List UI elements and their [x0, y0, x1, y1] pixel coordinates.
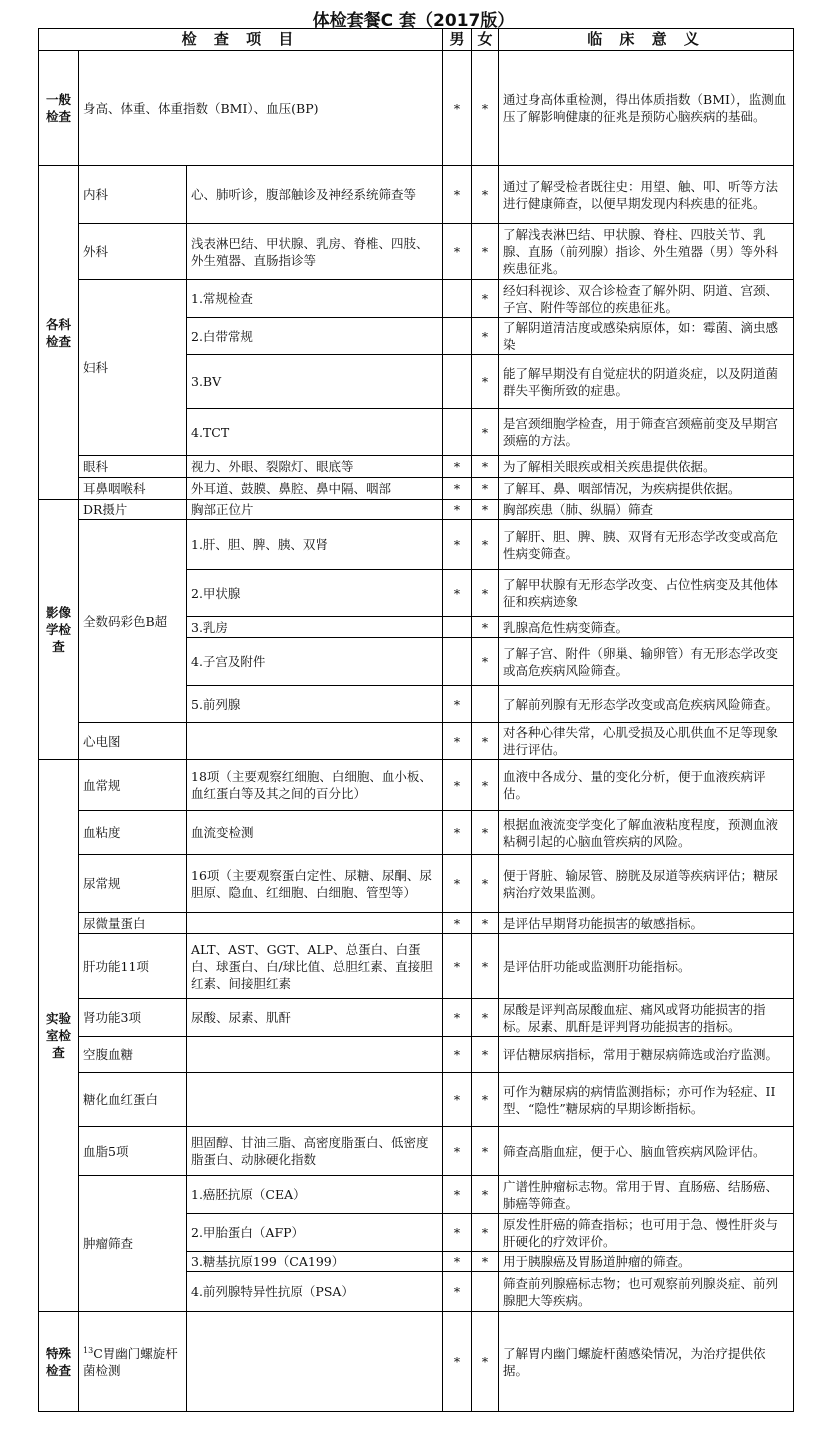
- table-row: [39, 1176, 794, 1214]
- table-row: [39, 166, 794, 224]
- item-desc: [187, 1312, 443, 1412]
- item-desc: 3.BV: [187, 355, 443, 409]
- table-row: [39, 934, 794, 999]
- item-desc: ALT、AST、GGT、ALP、总蛋白、白蛋白、球蛋白、白/球比值、总胆红素、直接胆红素、间接胆红素: [187, 934, 443, 999]
- header-female: 女: [472, 29, 499, 51]
- table-row: [39, 1127, 794, 1176]
- category-lab: 实验室检查: [39, 760, 79, 1312]
- male-mark: *: [443, 456, 472, 478]
- item-meaning: 乳腺高危性病变筛查。: [499, 617, 794, 638]
- table-row: [39, 520, 794, 570]
- table-row: [39, 224, 794, 280]
- male-mark: *: [443, 478, 472, 500]
- table-row: [39, 760, 794, 811]
- female-mark: *: [472, 570, 499, 617]
- item-name: 血脂5项: [79, 1127, 187, 1176]
- item-desc: 4.子宫及附件: [187, 638, 443, 686]
- table-row: [39, 478, 794, 500]
- item-name: DR摄片: [79, 500, 187, 520]
- item-desc: 血流变检测: [187, 811, 443, 855]
- male-mark: *: [443, 934, 472, 999]
- item-meaning: 是评估肝功能或监测肝功能指标。: [499, 934, 794, 999]
- item-meaning: 用于胰腺癌及胃肠道肿瘤的筛查。: [499, 1252, 794, 1272]
- item-desc: 外耳道、鼓膜、鼻腔、鼻中隔、咽部: [187, 478, 443, 500]
- male-mark: *: [443, 760, 472, 811]
- male-mark: *: [443, 1252, 472, 1272]
- item-meaning: 为了解相关眼疾或相关疾患提供依据。: [499, 456, 794, 478]
- item-meaning: 能了解早期没有自觉症状的阴道炎症，以及阴道菌群失平衡所致的症患。: [499, 355, 794, 409]
- item-name: 肾功能3项: [79, 999, 187, 1037]
- category-specialty: 各科检查: [39, 166, 79, 500]
- item-meaning: 通过身高体重检测，得出体质指数（BMI），监测血压了解影响健康的征兆是预防心脑疾病的基础。: [499, 51, 794, 166]
- item-desc: 3.糖基抗原199（CA199）: [187, 1252, 443, 1272]
- female-mark: *: [472, 1073, 499, 1127]
- item-meaning: 广谱性肿瘤标志物。常用于胃、直肠癌、结肠癌、肺癌等筛查。: [499, 1176, 794, 1214]
- item-meaning: 了解浅表淋巴结、甲状腺、脊柱、四肢关节、乳腺、直肠（前列腺）指诊、外生殖器（男）等外科疾患征兆。: [499, 224, 794, 280]
- item-name: 全数码彩色B超: [79, 520, 187, 723]
- item-meaning: 胸部疾患（肺、纵膈）筛查: [499, 500, 794, 520]
- table-row: [39, 723, 794, 760]
- table-row: [39, 51, 794, 166]
- male-mark: *: [443, 570, 472, 617]
- female-mark: *: [472, 723, 499, 760]
- item-meaning: 了解胃内幽门螺旋杆菌感染情况，为治疗提供依据。: [499, 1312, 794, 1412]
- male-mark: *: [443, 811, 472, 855]
- item-meaning: 了解耳、鼻、咽部情况，为疾病提供依据。: [499, 478, 794, 500]
- item-meaning: 是宫颈细胞学检查，用于筛查宫颈癌前变及早期宫颈癌的方法。: [499, 409, 794, 456]
- female-mark: *: [472, 280, 499, 318]
- item-name: 空腹血糖: [79, 1037, 187, 1073]
- female-mark: *: [472, 520, 499, 570]
- male-mark: [443, 355, 472, 409]
- item-desc: 胸部正位片: [187, 500, 443, 520]
- item-desc: 4.TCT: [187, 409, 443, 456]
- header-male: 男: [443, 29, 472, 51]
- item-name: 尿微量蛋白: [79, 913, 187, 934]
- table-row: [39, 456, 794, 478]
- item-name: 糖化血红蛋白: [79, 1073, 187, 1127]
- category-general: 一般检查: [39, 51, 79, 166]
- female-mark: *: [472, 318, 499, 355]
- male-mark: *: [443, 1037, 472, 1073]
- male-mark: *: [443, 1214, 472, 1252]
- item-desc: 5.前列腺: [187, 686, 443, 723]
- item-meaning: 了解甲状腺有无形态学改变、占位性病变及其他体征和疾病迹象: [499, 570, 794, 617]
- item-name: 尿常规: [79, 855, 187, 913]
- female-mark: *: [472, 1214, 499, 1252]
- item-desc: [187, 913, 443, 934]
- item-name: 耳鼻咽喉科: [79, 478, 187, 500]
- male-mark: *: [443, 1176, 472, 1214]
- female-mark: *: [472, 811, 499, 855]
- male-mark: *: [443, 855, 472, 913]
- male-mark: *: [443, 999, 472, 1037]
- item-desc: 身高、体重、体重指数（BMI）、血压(BP): [79, 51, 443, 166]
- table-row: [39, 999, 794, 1037]
- male-mark: *: [443, 51, 472, 166]
- item-name: [79, 1312, 187, 1412]
- item-name: 心电图: [79, 723, 187, 760]
- male-mark: *: [443, 520, 472, 570]
- item-name-text: C胃幽门螺旋杆菌检测: [83, 1345, 178, 1378]
- item-desc: [187, 1073, 443, 1127]
- item-name: 肿瘤筛查: [79, 1176, 187, 1312]
- item-meaning: 经妇科视诊、双合诊检查了解外阴、阴道、宫颈、子宫、附件等部位的疾患征兆。: [499, 280, 794, 318]
- male-mark: *: [443, 166, 472, 224]
- item-name: 眼科: [79, 456, 187, 478]
- item-meaning: 筛查前列腺癌标志物；也可观察前列腺炎症、前列腺肥大等疾病。: [499, 1272, 794, 1312]
- male-mark: *: [443, 913, 472, 934]
- item-desc: 18项（主要观察红细胞、白细胞、血小板、血红蛋白等及其之间的百分比）: [187, 760, 443, 811]
- item-meaning: 筛查高脂血症，便于心、脑血管疾病风险评估。: [499, 1127, 794, 1176]
- female-mark: *: [472, 913, 499, 934]
- female-mark: *: [472, 617, 499, 638]
- female-mark: *: [472, 1252, 499, 1272]
- male-mark: *: [443, 1312, 472, 1412]
- isotope-superscript: 13: [83, 1345, 94, 1355]
- male-mark: [443, 638, 472, 686]
- male-mark: *: [443, 1272, 472, 1312]
- table-row: [39, 811, 794, 855]
- item-desc: 视力、外眼、裂隙灯、眼底等: [187, 456, 443, 478]
- item-meaning: 根据血液流变学变化了解血液粘度程度，预测血液粘稠引起的心脑血管疾病的风险。: [499, 811, 794, 855]
- item-meaning: 了解肝、胆、脾、胰、双肾有无形态学改变或高危性病变筛查。: [499, 520, 794, 570]
- item-desc: 心、肺听诊，腹部触诊及神经系统筛查等: [187, 166, 443, 224]
- female-mark: *: [472, 760, 499, 811]
- checkup-table: [38, 28, 794, 1412]
- table-row: [39, 1073, 794, 1127]
- male-mark: *: [443, 500, 472, 520]
- male-mark: [443, 280, 472, 318]
- item-desc: 浅表淋巴结、甲状腺、乳房、脊椎、四肢、外生殖器、直肠指诊等: [187, 224, 443, 280]
- male-mark: [443, 409, 472, 456]
- item-meaning: 了解阴道清洁度或感染病原体，如：霉菌、滴虫感染: [499, 318, 794, 355]
- table-row: [39, 1037, 794, 1073]
- category-imaging: 影像学检查: [39, 500, 79, 760]
- table-row: [39, 1312, 794, 1412]
- item-meaning: 对各种心律失常，心肌受损及心肌供血不足等现象进行评估。: [499, 723, 794, 760]
- item-meaning: 尿酸是评判高尿酸血症、痛风或肾功能损害的指标。尿素、肌酐是评判肾功能损害的指标。: [499, 999, 794, 1037]
- female-mark: *: [472, 1127, 499, 1176]
- item-desc: 16项（主要观察蛋白定性、尿糖、尿酮、尿胆原、隐血、红细胞、白细胞、管型等）: [187, 855, 443, 913]
- female-mark: *: [472, 355, 499, 409]
- male-mark: [443, 617, 472, 638]
- item-meaning: 了解子宫、附件（卵巢、输卵管）有无形态学改变或高危疾病风险筛查。: [499, 638, 794, 686]
- female-mark: *: [472, 1176, 499, 1214]
- item-name: 肝功能11项: [79, 934, 187, 999]
- male-mark: *: [443, 723, 472, 760]
- table-row: [39, 913, 794, 934]
- female-mark: *: [472, 638, 499, 686]
- item-desc: 2.甲胎蛋白（AFP）: [187, 1214, 443, 1252]
- male-mark: *: [443, 1073, 472, 1127]
- item-name: 外科: [79, 224, 187, 280]
- male-mark: *: [443, 224, 472, 280]
- female-mark: *: [472, 999, 499, 1037]
- item-meaning: 原发性肝癌的筛查指标；也可用于急、慢性肝炎与肝硬化的疗效评价。: [499, 1214, 794, 1252]
- item-meaning: 便于肾脏、输尿管、膀胱及尿道等疾病评估；糖尿病治疗效果监测。: [499, 855, 794, 913]
- female-mark: *: [472, 1312, 499, 1412]
- female-mark: *: [472, 934, 499, 999]
- item-desc: 尿酸、尿素、肌酐: [187, 999, 443, 1037]
- table-row: [39, 500, 794, 520]
- page-title: 体检套餐C 套（2017版）: [312, 11, 515, 31]
- item-name: 血常规: [79, 760, 187, 811]
- item-desc: 4.前列腺特异性抗原（PSA）: [187, 1272, 443, 1312]
- female-mark: *: [472, 166, 499, 224]
- item-desc: 3.乳房: [187, 617, 443, 638]
- item-name: 妇科: [79, 280, 187, 456]
- item-desc: 1.常规检查: [187, 280, 443, 318]
- table-header: [39, 29, 794, 51]
- item-meaning: 是评估早期肾功能损害的敏感指标。: [499, 913, 794, 934]
- item-meaning: 评估糖尿病指标，常用于糖尿病筛选或治疗监测。: [499, 1037, 794, 1073]
- female-mark: *: [472, 1037, 499, 1073]
- item-meaning: 可作为糖尿病的病情监测指标；亦可作为轻症、II型、“隐性”糖尿病的早期诊断指标。: [499, 1073, 794, 1127]
- male-mark: *: [443, 1127, 472, 1176]
- female-mark: [472, 1272, 499, 1312]
- item-name: 内科: [79, 166, 187, 224]
- item-meaning: 了解前列腺有无形态学改变或高危疾病风险筛查。: [499, 686, 794, 723]
- female-mark: *: [472, 500, 499, 520]
- item-name: 血粘度: [79, 811, 187, 855]
- item-meaning: 血液中各成分、量的变化分析，便于血液疾病评估。: [499, 760, 794, 811]
- item-desc: 1.肝、胆、脾、胰、双肾: [187, 520, 443, 570]
- table-row: [39, 855, 794, 913]
- item-desc: [187, 723, 443, 760]
- item-desc: [187, 1037, 443, 1073]
- item-desc: 1.癌胚抗原（CEA）: [187, 1176, 443, 1214]
- header-meaning: 临 床 意 义: [499, 29, 794, 51]
- male-mark: *: [443, 686, 472, 723]
- female-mark: *: [472, 51, 499, 166]
- item-meaning: 通过了解受检者既往史：用望、触、叩、听等方法进行健康筛查，以便早期发现内科疾患的征兆。: [499, 166, 794, 224]
- female-mark: *: [472, 478, 499, 500]
- category-special: 特殊检查: [39, 1312, 79, 1412]
- header-item: 检 查 项 目: [39, 29, 443, 51]
- item-desc: 2.甲状腺: [187, 570, 443, 617]
- female-mark: *: [472, 456, 499, 478]
- item-desc: 2.白带常规: [187, 318, 443, 355]
- item-desc: 胆固醇、甘油三脂、高密度脂蛋白、低密度脂蛋白、动脉硬化指数: [187, 1127, 443, 1176]
- female-mark: *: [472, 855, 499, 913]
- male-mark: [443, 318, 472, 355]
- female-mark: [472, 686, 499, 723]
- table-row: [39, 280, 794, 318]
- female-mark: *: [472, 224, 499, 280]
- female-mark: *: [472, 409, 499, 456]
